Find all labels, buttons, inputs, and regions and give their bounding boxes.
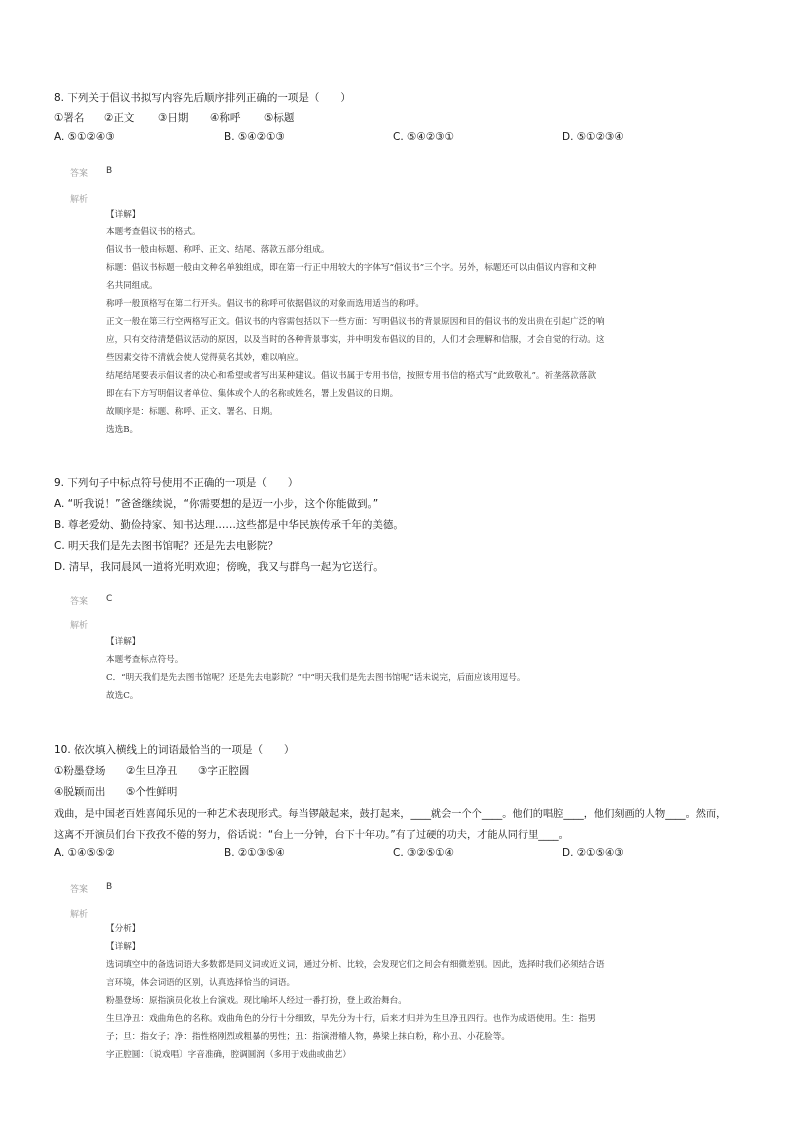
explanation-line: 即在右下方写明倡议者单位、集体或个人的名称或姓名，署上发倡议的日期。 <box>106 389 399 399</box>
q8-item: ⑤标题 <box>264 112 295 124</box>
explanation-line: 【详解】 <box>106 210 141 220</box>
explanation-line: 【详解】 <box>106 637 141 647</box>
q9-option-a[interactable]: A. “听我说！”爸爸继续说，“你需要想的是迈一小步，这个你能做到。” <box>54 498 379 510</box>
explanation-line: 选词填空中的备选词语大多数都是同义词或近义词，通过分析、比较，会发现它们之间会有细微差别。因此，选择时我们必须结合语 <box>106 960 605 970</box>
q8-option-c[interactable]: C. ⑤④②③① <box>393 131 455 143</box>
q8-option-b[interactable]: B. ⑤④②①③ <box>224 131 285 143</box>
q8-item: ①署名 <box>54 112 85 124</box>
q10-item: ③字正腔圆 <box>198 765 250 777</box>
explanation-line: 本题考查倡议书的格式。 <box>106 227 201 237</box>
q8-stem: 8. 下列关于倡议书拟写内容先后顺序排列正确的一项是（ ） <box>54 92 351 104</box>
q9-answer: C <box>106 594 113 604</box>
q10-passage-line: 这离不开演员们台下孜孜不倦的努力，俗话说：“台上一分钟，台下十年功。”有了过硬的功夫，才能从同行里____。 <box>54 830 569 841</box>
q10-answer: B <box>106 882 113 892</box>
explanation-line: 标题：倡议书标题一般由文种名单独组成，即在第一行正中用较大的字体写“倡议书”三个字。另外，标题还可以由倡议内容和文种 <box>106 263 597 273</box>
explanation-line: 故顺序是：标题、称呼、正文、署名、日期。 <box>106 407 278 417</box>
answer-label: 答案 <box>70 885 89 895</box>
q10-option-d[interactable]: D. ②①⑤④③ <box>562 847 624 859</box>
explanation-line: 些因素交待不清就会使人觉得莫名其妙，难以响应。 <box>106 353 304 363</box>
q8-item: ②正文 <box>104 112 135 124</box>
explanation-line: 【详解】 <box>106 942 141 952</box>
explanation-line: 称呼一般顶格写在第二行开头。倡议书的称呼可依据倡议的对象而选用适当的称呼。 <box>106 299 424 309</box>
q10-option-b[interactable]: B. ②①③⑤④ <box>224 847 285 859</box>
explanation-line: 正文一般在第三行空两格写正文。倡议书的内容需包括以下一些方面：写明倡议书的背景原因和目的倡议书的发出贵在引起广泛的响 <box>106 317 605 327</box>
q8-option-a[interactable]: A. ⑤①②④③ <box>54 131 115 143</box>
q10-stem: 10. 依次填入横线上的词语最恰当的一项是（ ） <box>54 744 295 756</box>
explanation-line: 言环境，体会词语的区别，认真选择恰当的词语。 <box>106 978 296 988</box>
explanation-line: 名共同组成。 <box>106 281 158 291</box>
explanation-line: 故选C。 <box>106 691 139 701</box>
q9-option-d[interactable]: D. 清早，我同晨风一道将光明欢迎；傍晚，我又与群鸟一起为它送行。 <box>54 561 384 573</box>
q8-answer: B <box>106 166 113 176</box>
analysis-label: 解析 <box>70 195 89 205</box>
q10-item: ⑤个性鲜明 <box>126 786 178 798</box>
answer-label: 答案 <box>70 597 89 607</box>
q9-option-b[interactable]: B. 尊老爱幼、勤俭持家、知书达理……这些都是中华民族传承千年的美德。 <box>54 519 404 531</box>
q8-item: ③日期 <box>158 112 189 124</box>
explanation-line: 粉墨登场：原指演员化妆上台演戏。现比喻坏人经过一番打扮，登上政治舞台。 <box>106 996 407 1006</box>
answer-label: 答案 <box>70 169 89 179</box>
q10-option-a[interactable]: A. ①④⑤⑤② <box>54 847 115 859</box>
explanation-line: 选选B。 <box>106 425 139 435</box>
explanation-line: 子；旦：指女子；净：指性格刚烈或粗暴的男性；丑：指演滑稽人物，鼻梁上抹白粉，称小丑、小花脸等。 <box>106 1032 510 1042</box>
explanation-line: 结尾结尾要表示倡议者的决心和希望或者写出某种建议。倡议书属于专用书信，按照专用书信的格式写“此致敬礼”。祈垄落款落款 <box>106 371 597 381</box>
analysis-label: 解析 <box>70 910 89 920</box>
explanation-line: 本题考查标点符号。 <box>106 655 184 665</box>
q10-item: ④脱颖而出 <box>54 786 106 798</box>
q8-option-d[interactable]: D. ⑤①②③④ <box>562 131 624 143</box>
q8-item: ④称呼 <box>210 112 241 124</box>
q9-stem: 9. 下列句子中标点符号使用不正确的一项是（ ） <box>54 477 299 489</box>
q10-item: ②生旦净丑 <box>126 765 178 777</box>
q10-option-c[interactable]: C. ③②⑤①④ <box>393 847 455 859</box>
q10-item: ①粉墨登场 <box>54 765 106 777</box>
explanation-line: 生旦净丑：戏曲角色的名称。戏曲角色的分行十分细致，早先分为十行，后来才归并为生旦净丑四行。也作为成语使用。生：指男 <box>106 1014 596 1024</box>
q9-option-c[interactable]: C. 明天我们是先去图书馆呢？还是先去电影院？ <box>54 540 279 552</box>
q10-passage-line: 戏曲，是中国老百姓喜闻乐见的一种艺术表现形式。每当锣敲起来，鼓打起来，____就会一个个____。他们的唱腔____，他们刻画的人物____。然而， <box>54 809 727 820</box>
explanation-line: 【分析】 <box>106 924 141 934</box>
explanation-line: 字正腔圆：〔说戏唱〕字音准确，腔调圆润（多用于戏曲或曲艺） <box>106 1050 351 1060</box>
analysis-label: 解析 <box>70 621 89 631</box>
explanation-line: 倡议书一般由标题、称呼、正文、结尾、落款五部分组成。 <box>106 245 330 255</box>
explanation-line: 应，只有交待清楚倡议活动的原因，以及当时的各种背景事实，并申明发布倡议的目的，人们才会理解和信服，才会自觉的行动。这 <box>106 335 605 345</box>
explanation-line: C．“明天我们是先去图书馆呢？还是先去电影院？”中“明天我们是先去图书馆呢”话未说完，后面应该用逗号。 <box>106 673 526 683</box>
